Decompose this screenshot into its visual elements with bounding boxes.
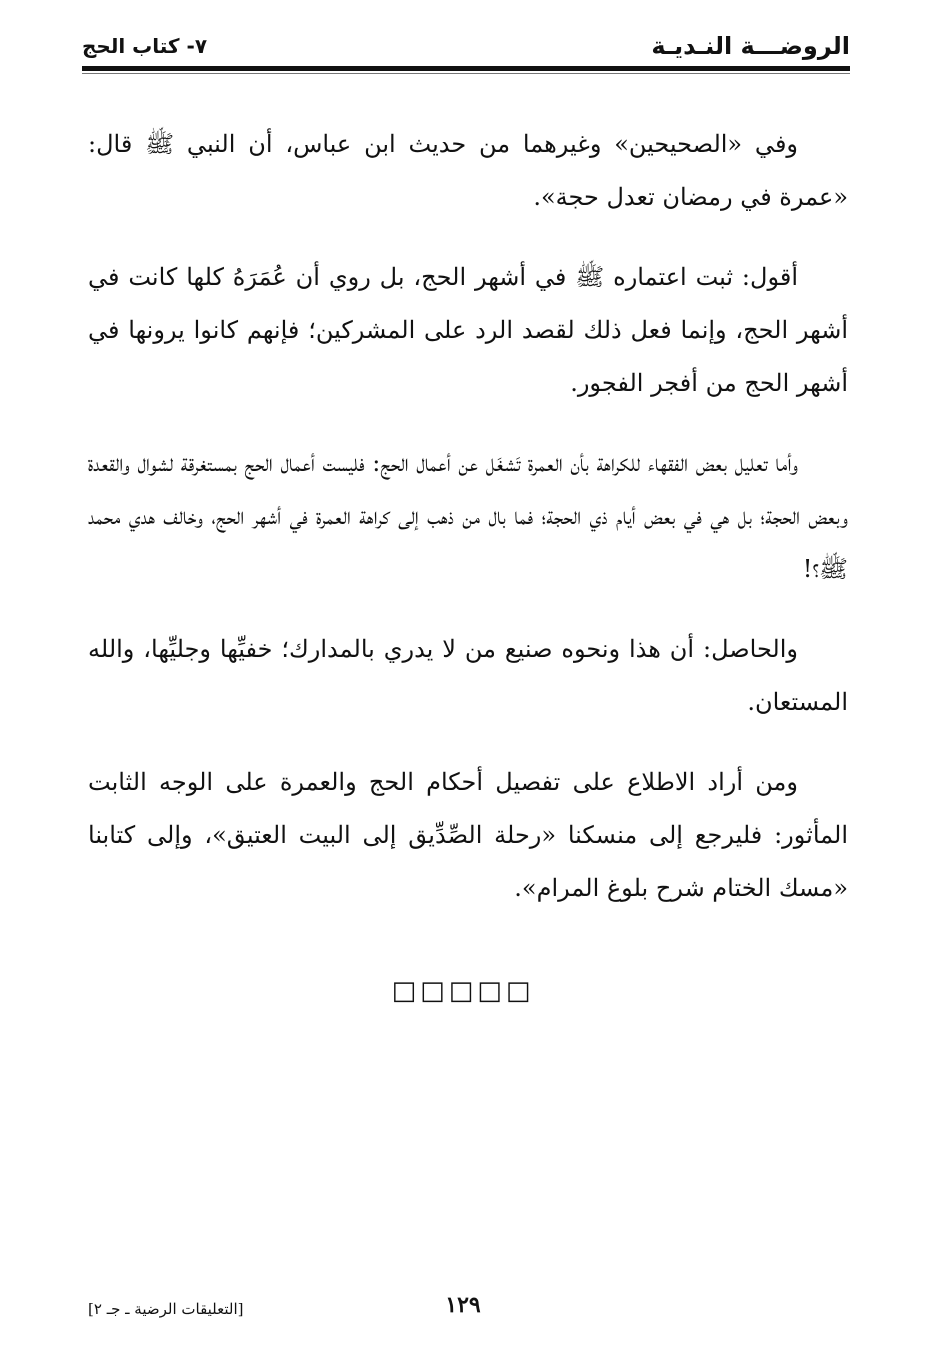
footer-source: [التعليقات الرضية ـ جـ ٢]: [88, 1300, 244, 1318]
page-number: ١٢٩: [445, 1292, 481, 1318]
header-rule: [82, 66, 850, 71]
header-rule-thin: [82, 73, 850, 74]
chapter-title: ٧- كتاب الحج: [82, 34, 208, 58]
main-text: [88, 118, 848, 942]
paragraph: وأما تعليل بعض الفقهاء للكراهة بأن العمرة تَشغَل عن أعمال الحج: فليست أعمال الحج بمستغرقة لشوال والقعدة وبعض الحجة؛ بل هي في بعض أيام ذي الحجة؛ فما بال من ذهب إلى كراهة العمرة في أشهر الحج، وخالف هدي محمد ﷺ؟!: [88, 449, 848, 583]
paragraph: ومن أراد الاطلاع على تفصيل أحكام الحج والعمرة على الوجه الثابت المأثور: فليرجع إلى منسكنا «رحلة الصِّدِّيق إلى البيت العتيق»، وإلى كتابنا «مسك الختام شرح بلوغ المرام».: [88, 768, 848, 902]
page-header: [82, 26, 850, 66]
paragraph: أقول: ثبت اعتماره ﷺ في أشهر الحج، بل روي أن عُمَرَهُ كلها كانت في أشهر الحج، وإنما فعل ذلك لقصد الرد على المشركين؛ فإنهم كانوا يرونها في أشهر الحج من أفجر الفجور.: [88, 263, 848, 397]
paragraph: وفي «الصحيحين» وغيرهما من حديث ابن عباس، أن النبي ﷺ قال: «عمرة في رمضان تعدل حجة».: [88, 130, 848, 211]
section-end-ornament: □□□□□: [391, 976, 535, 1006]
paragraph: والحاصل: أن هذا ونحوه صنيع من لا يدري بالمدارك؛ خفيِّها وجليِّها، والله المستعان.: [88, 635, 848, 716]
book-title: الروضـــة النـديـة: [651, 32, 850, 60]
